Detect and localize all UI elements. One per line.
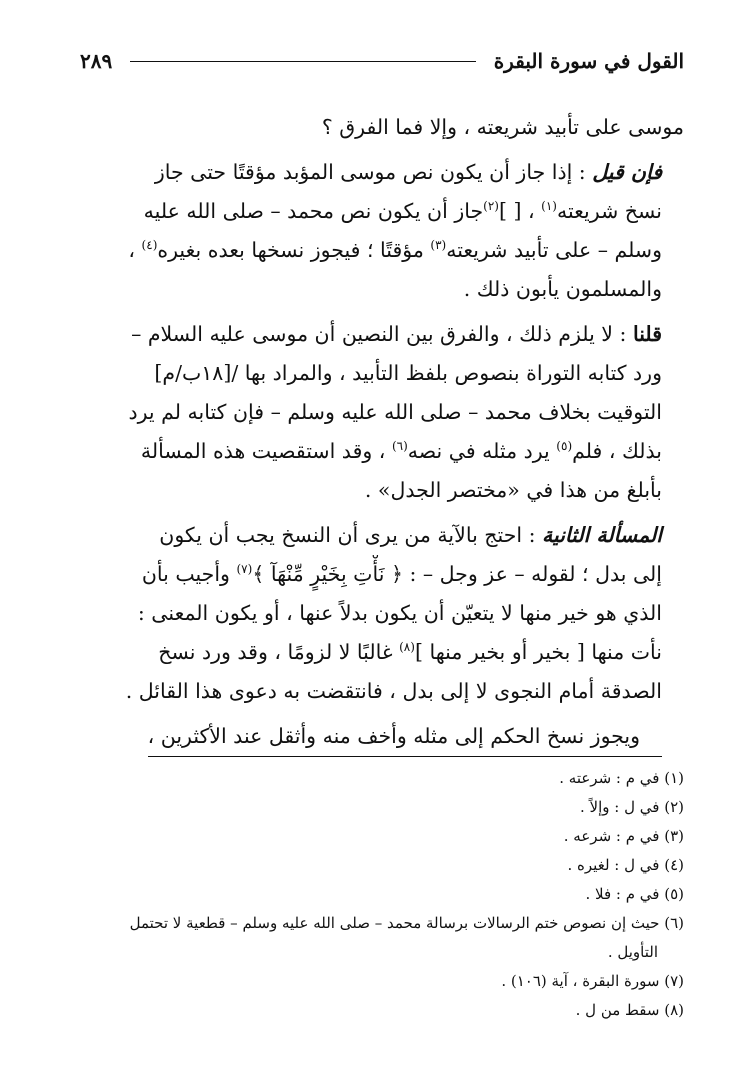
text-segment: يرد مثله في نصه bbox=[407, 439, 550, 463]
text-segment: وسلم – على تأبيد شريعته bbox=[446, 238, 662, 262]
footnote-1: (١) في م : شرعته . bbox=[559, 769, 684, 787]
text-segment: غالبًا لا لزومًا ، وقد ورد نسخ bbox=[158, 640, 393, 664]
footnote-5: (٥) في م : فلا . bbox=[585, 885, 684, 903]
paragraph-lead: المسألة الثانية bbox=[542, 523, 662, 547]
footnote-ref: (٧) bbox=[236, 562, 253, 577]
page-header bbox=[80, 44, 684, 78]
paragraph-lead: فإن قيل bbox=[592, 160, 662, 184]
text-segment: جاز أن يكون نص محمد – صلى الله عليه bbox=[143, 199, 484, 223]
footnote-3: (٣) في م : شرعه . bbox=[563, 827, 684, 845]
footnote-ref: (١) bbox=[541, 199, 557, 214]
text-line: الذي هو خير منها لا يتعيّن أن يكون بدلاً عنها ، أو يكون المعنى : bbox=[137, 601, 662, 625]
text-line bbox=[76, 555, 684, 594]
footnotes bbox=[60, 764, 684, 1025]
text-line: موسى على تأبيد شريعته ، وإلا فما الفرق ؟ bbox=[321, 115, 684, 139]
text-segment: : احتج بالآية من يرى أن النسخ يجب أن يكون bbox=[159, 523, 536, 547]
text-segment: : إذا جاز أن يكون نص موسى المؤبد مؤقتًا حتى جاز bbox=[154, 160, 586, 184]
text-segment: نأت منها [ بخير أو بخير منها ] bbox=[414, 640, 662, 664]
text-line: ورد كتابه التوراة بنصوص بلفظ التأبيد ، والمراد بها /[١٨ب/م] bbox=[154, 361, 662, 385]
paragraph-3 bbox=[76, 315, 684, 510]
paragraph-2 bbox=[76, 153, 684, 309]
text-segment: مؤقتًا ؛ فيجوز نسخها بعده بغيره bbox=[157, 238, 424, 262]
footnote-ref: (٦) bbox=[391, 439, 408, 454]
text-line bbox=[76, 432, 684, 471]
paragraph-1 bbox=[76, 108, 684, 147]
page-number: ٢٨٩ bbox=[80, 49, 113, 73]
quran-quote: إلى بدل ؛ لقوله – عز وجل – : ﴿ نَأْتِ بِخَيْرٍ مِّنْهَآ ﴾ bbox=[252, 562, 662, 586]
text-line: والمسلمون يأبون ذلك . bbox=[463, 277, 662, 301]
text-line bbox=[76, 717, 684, 757]
text-line: بأبلغ من هذا في «مختصر الجدل» . bbox=[364, 478, 662, 502]
footnote-ref: (٨) bbox=[399, 640, 415, 655]
text-line bbox=[76, 231, 684, 270]
paragraph-lead: قلنا bbox=[632, 322, 662, 346]
main-text bbox=[76, 108, 684, 763]
text-segment: ، [ ] bbox=[498, 199, 535, 223]
running-title: القول في سورة البقرة bbox=[493, 49, 684, 73]
footnote-ref: (٢) bbox=[483, 199, 499, 214]
footnote-8: (٨) سقط من ل . bbox=[575, 1001, 684, 1019]
footnote-ref: (٤) bbox=[141, 238, 158, 253]
footnote-ref: (٣) bbox=[430, 238, 447, 253]
separator-line-text: ويجوز نسخ الحكم إلى مثله وأخف منه وأثقل عند الأكثرين ، bbox=[148, 717, 662, 757]
text-segment: بذلك ، فلم bbox=[572, 439, 662, 463]
text-segment: نسخ شريعته bbox=[556, 199, 662, 223]
footnote-7: (٧) سورة البقرة ، آية (١٠٦) . bbox=[501, 972, 684, 990]
footnote-ref: (٥) bbox=[556, 439, 573, 454]
text-line: الصدقة أمام النجوى لا إلى بدل ، فانتقضت به دعوى هذا القائل . bbox=[125, 679, 662, 703]
text-line: التوقيت بخلاف محمد – صلى الله عليه وسلم – فإن كتابه لم يرد bbox=[128, 400, 662, 424]
text-line bbox=[76, 192, 684, 231]
footnote-6-continued: التأويل . bbox=[607, 943, 658, 961]
footnote-4: (٤) في ل : لغيره . bbox=[567, 856, 684, 874]
text-line bbox=[76, 153, 684, 192]
text-line bbox=[76, 633, 684, 672]
text-segment: : لا يلزم ذلك ، والفرق بين النصين أن موسى عليه السلام – bbox=[131, 322, 627, 346]
paragraph-5 bbox=[76, 717, 684, 757]
text-line bbox=[76, 516, 684, 555]
footnote-2: (٢) في ل : وإلاً . bbox=[580, 798, 684, 816]
text-segment: ، bbox=[128, 238, 136, 262]
text-segment: ، وقد استقصيت هذه المسألة bbox=[140, 439, 386, 463]
footnote-6: (٦) حيث إن نصوص ختم الرسالات برسالة محمد – صلى الله عليه وسلم – قطعية لا تحتمل bbox=[129, 914, 684, 932]
paragraph-4 bbox=[76, 516, 684, 711]
text-line bbox=[76, 315, 684, 354]
header-rule bbox=[130, 61, 475, 62]
text-segment: وأجيب بأن bbox=[141, 562, 230, 586]
